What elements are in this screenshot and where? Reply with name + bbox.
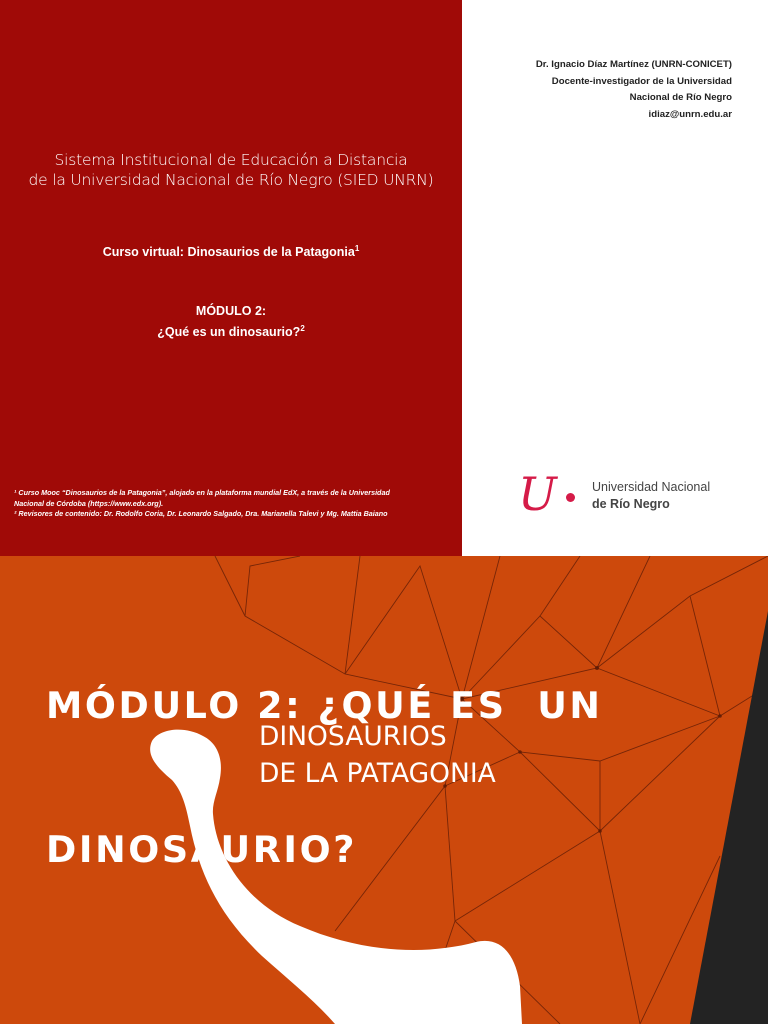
module-cover-panel bbox=[0, 0, 462, 556]
logo-text-line-1: Universidad Nacional bbox=[592, 480, 711, 494]
cover-subtitle-line-1: DINOSAURIOS bbox=[259, 721, 447, 752]
logo-text-line-2: de Río Negro bbox=[592, 497, 670, 511]
module-question: ¿Qué es un dinosaurio? bbox=[157, 325, 301, 340]
logo-dot-icon bbox=[566, 493, 575, 502]
module-question-line bbox=[0, 320, 462, 341]
cover-subtitle bbox=[259, 718, 496, 792]
footnote-1: ¹ Curso Mooc “Dinosaurios de la Patagonia”, alojado en la plataforma mundial EdX, a través de la Universidad bbox=[14, 488, 390, 497]
course-title bbox=[0, 244, 462, 259]
cover-subtitle-line-2: DE LA PATAGONIA bbox=[259, 758, 496, 789]
university-logo bbox=[516, 467, 736, 524]
course-title-text: Curso virtual: Dinosaurios de la Patagonia bbox=[102, 245, 355, 260]
course-footnote-mark: 1 bbox=[354, 244, 360, 253]
course-cover-banner bbox=[0, 556, 768, 1024]
institution-line-1: Sistema Institucional de Educación a Distancia bbox=[54, 151, 408, 169]
cover-title-line-1: MÓDULO 2: ¿QUÉ ES UN bbox=[46, 684, 603, 727]
author-email: idiaz@unrn.edu.ar bbox=[648, 108, 732, 120]
author-info bbox=[536, 57, 732, 123]
author-name: Dr. Ignacio Díaz Martínez (UNRN-CONICET) bbox=[535, 59, 732, 70]
cover-title-line-2: DINOSAURIO? bbox=[46, 828, 357, 871]
footnote-2: ² Revisores de contenido: Dr. Rodolfo Coria, Dr. Leonardo Salgado, Dra. Marianella Talevi y Mg. Mattia Baiano bbox=[14, 509, 388, 518]
module-footnote-mark: 2 bbox=[300, 324, 305, 333]
institution-heading bbox=[0, 150, 462, 190]
author-role: Docente-investigador de la Universidad bbox=[551, 75, 732, 87]
footnote-1-cont: Nacional de Córdoba (https://www.edx.org). bbox=[14, 498, 164, 508]
author-institution: Nacional de Río Negro bbox=[629, 92, 732, 103]
logo-u-mark: U bbox=[518, 467, 557, 521]
module-label: MÓDULO 2: bbox=[195, 304, 267, 318]
footnotes bbox=[14, 488, 454, 520]
institution-line-2: de la Universidad Nacional de Río Negro (SIED UNRN) bbox=[28, 171, 434, 189]
module-heading bbox=[0, 302, 462, 341]
